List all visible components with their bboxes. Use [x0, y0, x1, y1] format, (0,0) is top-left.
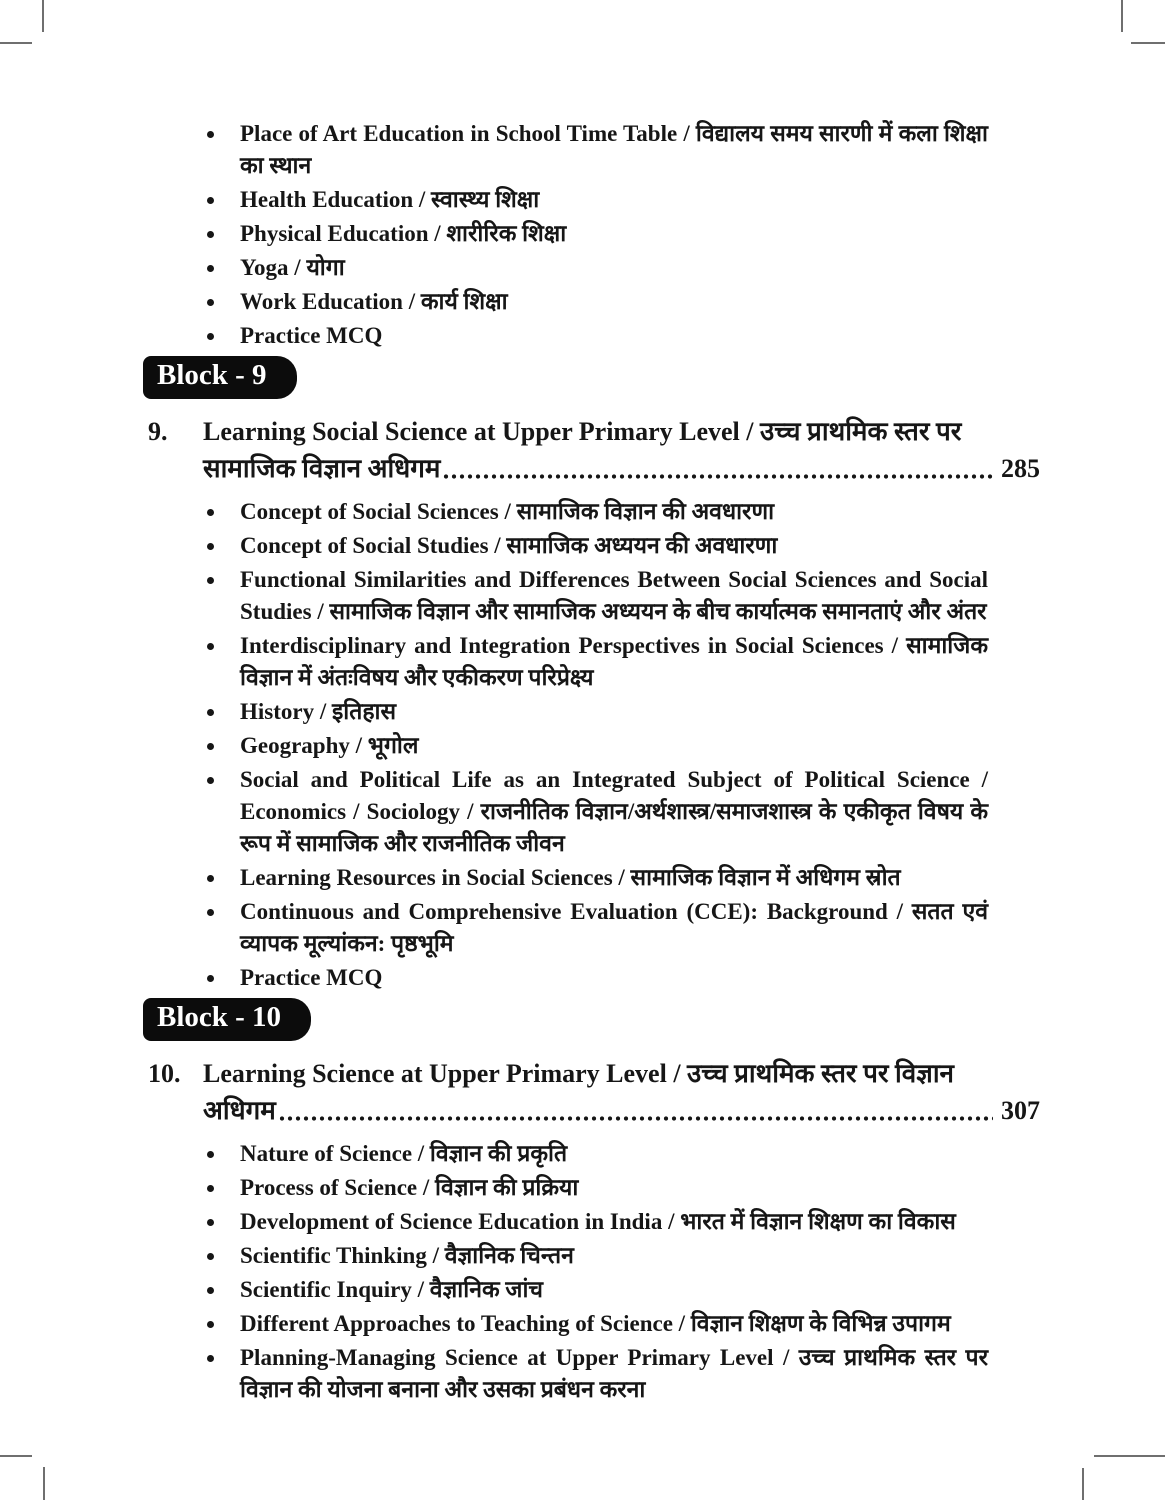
bullet-icon	[207, 299, 214, 306]
chapter-10-heading	[148, 1055, 1040, 1129]
chapter-title-line2-row	[203, 450, 1040, 487]
chapter-title	[203, 1055, 1040, 1129]
toc-topic	[148, 1342, 1040, 1406]
topic-label: Scientific Inquiry / वैज्ञानिक जांच	[240, 1276, 544, 1302]
toc-topic	[148, 118, 1040, 182]
toc-content	[148, 118, 1040, 1408]
chapter-9-heading	[148, 413, 1040, 487]
topic-label: Scientific Thinking / वैज्ञानिक चिन्तन	[240, 1242, 574, 1268]
bullet-icon	[207, 333, 214, 340]
topic-label: History / इतिहास	[240, 698, 397, 724]
topic-label: Social and Political Life as an Integrated Subject of Political Science / Economics / Sociology / राजनीतिक विज्ञान/अर्थशास्त्र/समाजशास्त्र के एकीकृत विषय के रूप में सामाजिक और राजनीतिक जीवन	[240, 766, 988, 856]
bullet-icon	[207, 743, 214, 750]
topic-label: Concept of Social Studies / सामाजिक अध्ययन की अवधारणा	[240, 532, 778, 558]
crop-mark-top-left-horizontal	[0, 42, 32, 44]
crop-mark-bottom-right-horizontal	[1094, 1455, 1165, 1457]
toc-topic	[148, 962, 1040, 994]
toc-topic	[148, 862, 1040, 894]
bullet-icon	[207, 1185, 214, 1192]
chapter-number: 9.	[148, 416, 168, 446]
toc-topic	[148, 1172, 1040, 1204]
toc-topic	[148, 1138, 1040, 1170]
chapter-title-line2: सामाजिक विज्ञान अधिगम	[203, 453, 441, 483]
toc-topic	[148, 320, 1040, 352]
bullet-icon	[207, 975, 214, 982]
topic-label: Different Approaches to Teaching of Science / विज्ञान शिक्षण के विभिन्न उपागम	[240, 1310, 951, 1336]
topic-label: Geography / भूगोल	[240, 732, 419, 758]
toc-topic	[148, 564, 1040, 628]
toc-topic	[148, 218, 1040, 250]
topic-label: Interdisciplinary and Integration Perspectives in Social Sciences / सामाजिक विज्ञान में अंतःविषय और एकीकरण परिप्रेक्ष्य	[240, 632, 988, 690]
topic-label: Health Education / स्वास्थ्य शिक्षा	[240, 187, 540, 212]
block-9-tag: Block - 9	[143, 356, 297, 399]
bullet-icon	[207, 231, 214, 238]
block-10-tag: Block - 10	[143, 998, 311, 1041]
bullet-icon	[207, 1355, 214, 1362]
chapter-title-line1: Learning Social Science at Upper Primary Level / उच्च प्राथमिक स्तर पर	[203, 416, 962, 446]
crop-mark-bottom-right-vertical	[1082, 1468, 1084, 1500]
page-number: 307	[1001, 1095, 1040, 1125]
toc-topic	[148, 1308, 1040, 1340]
bullet-icon	[207, 1287, 214, 1294]
topic-label: Planning-Managing Science at Upper Primary Level / उच्च प्राथमिक स्तर पर विज्ञान की योजना बनाना और उसका प्रबंधन करना	[240, 1344, 988, 1402]
block-10-section	[148, 996, 1040, 1406]
bullet-icon	[207, 1219, 214, 1226]
chapter-title-line2: अधिगम	[203, 1095, 276, 1125]
bullet-icon	[207, 509, 214, 516]
toc-topic	[148, 530, 1040, 562]
bullet-icon	[207, 577, 214, 584]
topic-label: Place of Art Education in School Time Table / विद्यालय समय सारणी में कला शिक्षा का स्थान	[240, 121, 988, 178]
topic-label: Learning Resources in Social Sciences / सामाजिक विज्ञान में अधिगम स्रोत	[240, 864, 901, 890]
crop-mark-bottom-left-horizontal	[0, 1455, 32, 1457]
crop-mark-top-right-horizontal	[1131, 42, 1165, 44]
toc-topic	[148, 696, 1040, 728]
chapter-title-line2-row	[203, 1092, 1040, 1129]
topic-label: Process of Science / विज्ञान की प्रक्रिया	[240, 1174, 579, 1200]
topic-label: Practice MCQ	[240, 323, 383, 348]
topic-label: Physical Education / शारीरिक शिक्षा	[240, 221, 567, 246]
crop-mark-top-right-vertical	[1121, 0, 1123, 32]
dotted-leader	[278, 1116, 993, 1121]
chapter-title-line1: Learning Science at Upper Primary Level / उच्च प्राथमिक स्तर पर विज्ञान	[203, 1058, 954, 1088]
bullet-icon	[207, 1321, 214, 1328]
block-9-section	[148, 354, 1040, 994]
bullet-icon	[207, 875, 214, 882]
intro-bullet-list	[148, 118, 1040, 352]
bullet-icon	[207, 909, 214, 916]
toc-topic	[148, 496, 1040, 528]
topic-label: Functional Similarities and Differences Between Social Sciences and Social Studies / सामाजिक विज्ञान और सामाजिक अध्ययन के बीच कार्यात्मक समानताएं और अंतर	[240, 566, 988, 624]
bullet-icon	[207, 131, 214, 138]
block-9-bullet-list	[148, 496, 1040, 994]
bullet-icon	[207, 777, 214, 784]
dotted-leader	[442, 474, 993, 479]
toc-topic	[148, 184, 1040, 216]
crop-mark-top-left-vertical	[42, 0, 44, 32]
toc-topic	[148, 252, 1040, 284]
topic-label: Yoga / योगा	[240, 255, 345, 280]
block-10-bullet-list	[148, 1138, 1040, 1406]
toc-topic	[148, 286, 1040, 318]
bullet-icon	[207, 1253, 214, 1260]
topic-label: Nature of Science / विज्ञान की प्रकृति	[240, 1140, 568, 1166]
chapter-title	[203, 413, 1040, 487]
bullet-icon	[207, 1151, 214, 1158]
toc-topic	[148, 630, 1040, 694]
chapter-number: 10.	[148, 1058, 181, 1088]
topic-label: Continuous and Comprehensive Evaluation (CCE): Background / सतत एवं व्यापक मूल्यांकन: पृष्ठभूमि	[240, 898, 988, 956]
bullet-icon	[207, 197, 214, 204]
bullet-icon	[207, 543, 214, 550]
topic-label: Practice MCQ	[240, 964, 383, 990]
topic-label: Concept of Social Sciences / सामाजिक विज्ञान की अवधारणा	[240, 498, 775, 524]
toc-topic	[148, 1274, 1040, 1306]
toc-topic	[148, 764, 1040, 860]
toc-topic	[148, 896, 1040, 960]
bullet-icon	[207, 709, 214, 716]
topic-label: Work Education / कार्य शिक्षा	[240, 289, 508, 314]
bullet-icon	[207, 643, 214, 650]
toc-topic	[148, 1240, 1040, 1272]
topic-label: Development of Science Education in India / भारत में विज्ञान शिक्षण का विकास	[240, 1208, 956, 1234]
crop-mark-bottom-left-vertical	[43, 1467, 45, 1500]
toc-topic	[148, 1206, 1040, 1238]
page-number: 285	[1001, 453, 1040, 483]
toc-topic	[148, 730, 1040, 762]
bullet-icon	[207, 265, 214, 272]
